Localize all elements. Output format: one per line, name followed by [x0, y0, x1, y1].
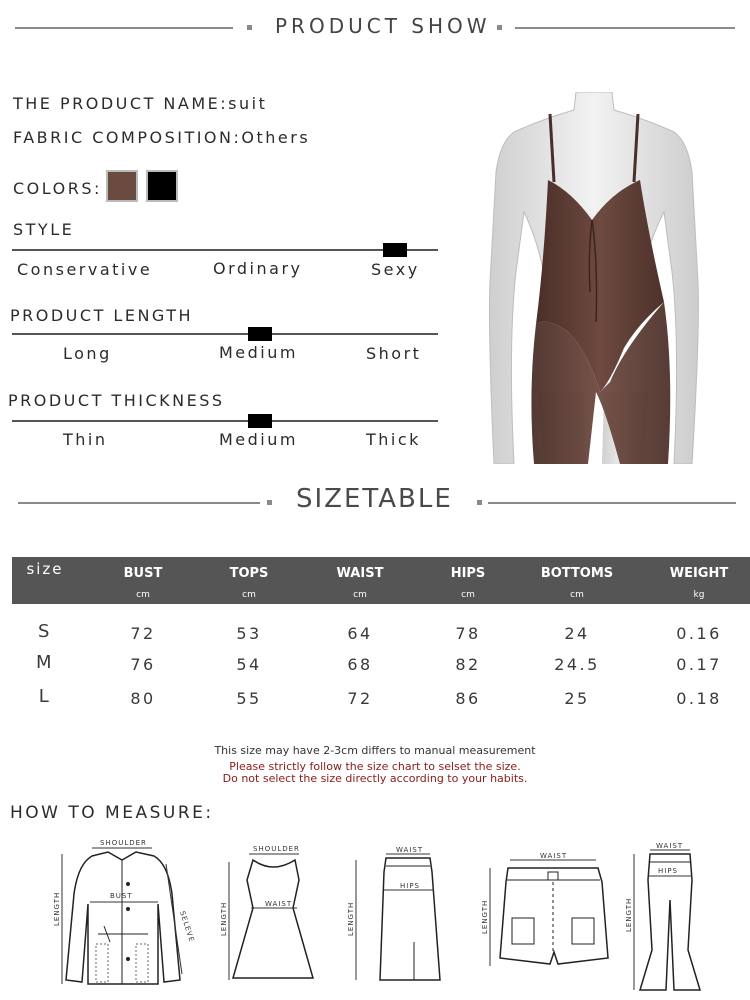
unit-bust: cm: [136, 590, 150, 600]
color-swatch-black[interactable]: [146, 170, 178, 202]
unit-weight: kg: [693, 590, 705, 600]
length-option-medium: Medium: [219, 343, 298, 362]
size-warning-2: Do not select the size directly according to your habits.: [222, 772, 528, 785]
column-header-bust: BUST: [123, 566, 163, 581]
table-cell: 78: [455, 624, 481, 643]
style-option-ordinary: Ordinary: [213, 259, 303, 278]
table-cell: 25: [564, 689, 590, 708]
table-cell: 54: [236, 655, 262, 674]
unit-hips: cm: [461, 590, 475, 600]
table-cell: 0.16: [676, 624, 722, 643]
table-cell: 82: [455, 655, 481, 674]
table-cell: 0.18: [676, 689, 722, 708]
jacket-sleeve-label: SELEVE: [178, 910, 196, 944]
style-option-sexy: Sexy: [371, 260, 420, 279]
column-header-weight: WEIGHT: [669, 566, 729, 581]
table-cell: 86: [455, 689, 481, 708]
dress-shoulder-label: SHOULDER: [253, 845, 300, 853]
column-header-hips: HIPS: [450, 566, 486, 581]
fabric-composition: FABRIC COMPOSITION:Others: [13, 128, 311, 147]
sizetable-square-left: [267, 500, 272, 505]
column-header-size: size: [26, 560, 64, 578]
pants-measure-diagram: [622, 840, 712, 995]
style-scale-line: [12, 249, 438, 251]
header-divider-right: [515, 27, 735, 29]
size-warning-1: Please strictly follow the size chart to selset the size.: [229, 760, 521, 773]
shorts-waist-label: WAIST: [540, 852, 568, 860]
skirt-measure-diagram: [340, 842, 450, 990]
jacket-shoulder-label: SHOULDER: [100, 839, 147, 847]
jacket-length-label: LENGTH: [53, 891, 61, 926]
header-divider-left: [15, 27, 233, 29]
style-title: STYLE: [13, 220, 75, 239]
header-square-left: [247, 25, 252, 30]
thickness-option-thick: Thick: [366, 430, 421, 449]
table-cell: 24.5: [554, 655, 600, 674]
skirt-waist-label: WAIST: [396, 846, 424, 854]
column-header-bottoms: BOTTOMS: [540, 566, 614, 581]
length-scale-line: [12, 333, 438, 335]
sizetable-square-right: [477, 500, 482, 505]
colors-label: COLORS:: [13, 179, 102, 198]
pants-hips-label: HIPS: [658, 867, 678, 875]
skirt-length-label: LENGTH: [347, 901, 355, 936]
sizetable-divider-left: [18, 502, 260, 504]
dress-waist-label: WAIST: [265, 900, 293, 908]
length-marker: [248, 327, 272, 341]
table-cell: 64: [347, 624, 373, 643]
page-title: PRODUCT SHOW: [275, 14, 491, 38]
pants-waist-label: WAIST: [656, 842, 684, 850]
table-cell: 0.17: [676, 655, 722, 674]
pants-length-label: LENGTH: [625, 897, 633, 932]
unit-waist: cm: [353, 590, 367, 600]
color-swatch-brown[interactable]: [106, 170, 138, 202]
table-cell: L: [38, 686, 52, 707]
table-cell: 24: [564, 624, 590, 643]
dress-length-label: LENGTH: [220, 901, 228, 936]
style-marker: [383, 243, 407, 257]
style-option-conservative: Conservative: [17, 260, 153, 279]
table-cell: 72: [347, 689, 373, 708]
table-cell: 76: [130, 655, 156, 674]
length-title: PRODUCT LENGTH: [10, 306, 194, 325]
length-option-long: Long: [63, 344, 112, 363]
product-name: THE PRODUCT NAME:suit: [13, 94, 268, 113]
column-header-waist: WAIST: [336, 566, 384, 581]
thickness-option-thin: Thin: [63, 430, 108, 449]
thickness-option-medium: Medium: [219, 430, 298, 449]
unit-bottoms: cm: [570, 590, 584, 600]
thickness-title: PRODUCT THICKNESS: [8, 391, 225, 410]
dress-measure-diagram: [215, 840, 315, 990]
header-square-right: [497, 25, 502, 30]
thickness-scale-line: [12, 420, 438, 422]
sizetable-title: SIZETABLE: [296, 484, 453, 514]
column-header-tops: TOPS: [229, 566, 269, 581]
measurement-note: This size may have 2-3cm differs to manual measurement: [214, 744, 536, 757]
jacket-measure-diagram: [48, 834, 198, 994]
shorts-length-label: LENGTH: [481, 899, 489, 934]
table-cell: 72: [130, 624, 156, 643]
unit-tops: cm: [242, 590, 256, 600]
length-option-short: Short: [366, 344, 422, 363]
table-cell: 68: [347, 655, 373, 674]
sizetable-divider-right: [488, 502, 736, 504]
table-cell: M: [35, 652, 55, 673]
thickness-marker: [248, 414, 272, 428]
table-cell: S: [38, 621, 52, 642]
table-cell: 55: [236, 689, 262, 708]
table-cell: 53: [236, 624, 262, 643]
shorts-measure-diagram: [478, 848, 618, 973]
jacket-bust-label: BUST: [110, 892, 133, 900]
skirt-hips-label: HIPS: [400, 882, 420, 890]
table-cell: 80: [130, 689, 156, 708]
product-image: [488, 92, 700, 464]
how-to-measure-title: HOW TO MEASURE:: [10, 803, 214, 823]
